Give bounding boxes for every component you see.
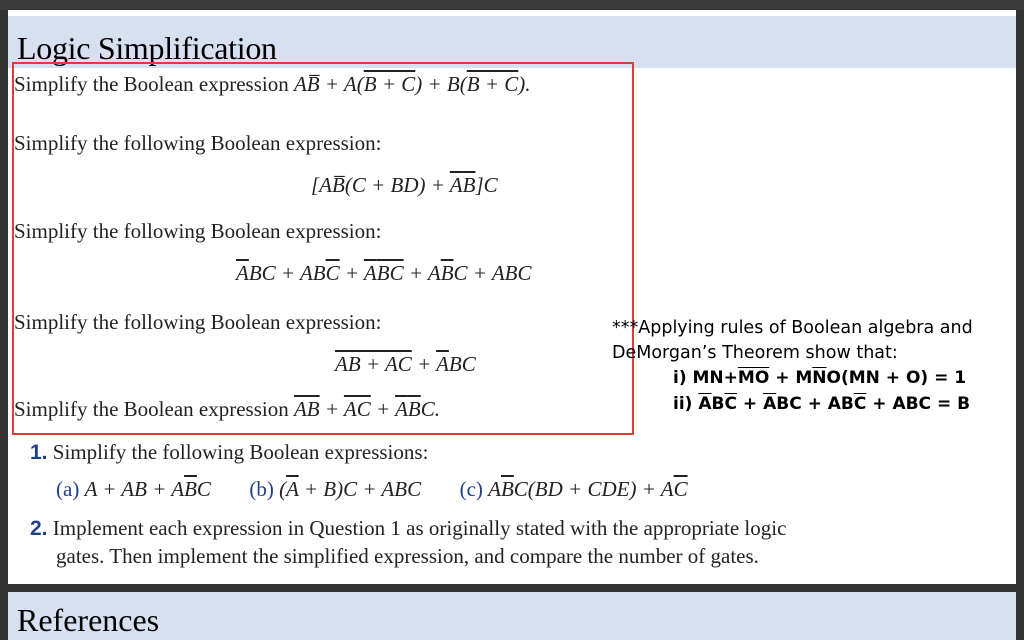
slide-title: Logic Simplification (17, 30, 277, 66)
side-note-item-ii (673, 394, 970, 414)
problem-1-expression: AB̅ + A(B + C) + B(B + C). (293, 72, 531, 96)
problem-3-expression: $\overline{A}BC + AB\overline{C} + \overline{A}\overline{B}\overline{C} + A\overline{B}C$ + ABC (236, 261, 532, 285)
problem-5-expression: $\overline{AB} + \overline{AC} + \overline{A}\overline{B}C$. (293, 397, 440, 421)
slide-separator (0, 584, 1024, 592)
item-ii-label: ii) (673, 394, 699, 414)
part-c-expression: $A\overline{B}C(BD + CDE) + A\overline{C}$ (488, 477, 688, 501)
item-i-label: i) (673, 368, 693, 388)
question-2-line-1 (30, 516, 786, 541)
problem-2-expression: [AB̅(C + $BD) + \overline{A}\overline{B}]C$ (311, 173, 498, 197)
part-c-label: (c) (459, 477, 483, 501)
problem-3-text: Simplify the following Boolean expression: (14, 219, 382, 243)
item-i-expression: $MN+\overline{MO} + M\overline{N}O(MN + O) = 1$ (692, 368, 967, 388)
side-note-item-i (673, 368, 966, 388)
problem-1 (14, 72, 531, 97)
side-note-intro-2: DeMorgan’s Theorem show that: (612, 343, 898, 363)
window-frame-top (0, 0, 1024, 10)
references-title: References (17, 602, 160, 638)
title-bar (8, 16, 1016, 68)
problem-2-text: Simplify the following Boolean expression: (14, 131, 382, 155)
question-1-parts (56, 477, 688, 502)
question-2-line-2: gates. Then implement the simplified expression, and compare the number of gates. (56, 544, 759, 568)
item-ii-expression: $\overline{A}B\overline{C} + \overline{A}BC + AB\overline{C}$ + ABC = B (698, 394, 971, 414)
side-note-intro-1: ***Applying rules of Boolean algebra and (612, 318, 973, 338)
question-1 (30, 440, 428, 465)
highlight-box (12, 62, 634, 435)
part-a-label: (a) (56, 477, 80, 501)
question-2-number: 2. (30, 517, 48, 540)
part-b-label: (b) (249, 477, 274, 501)
problem-5 (14, 397, 440, 422)
part-b-expression: $(\overline{A} + B)C$ + ABC (279, 477, 422, 501)
problem-4-text: Simplify the following Boolean expression: (14, 310, 382, 334)
problem-5-text: Simplify the Boolean expression (14, 397, 294, 421)
slide (8, 10, 1016, 584)
problem-4-expression: AB + AC + $\overline{A}BC$ (335, 352, 476, 376)
question-2-text-1: Implement each expression in Question 1 as originally stated with the appropriate logic (52, 516, 787, 540)
references-bar (8, 592, 1016, 640)
question-1-number: 1. (30, 441, 48, 464)
question-1-text: Simplify the following Boolean expressions: (52, 440, 429, 464)
problem-1-text: Simplify the Boolean expression (14, 72, 294, 96)
part-a-expression: A + AB + $A\overline{B}C$ (84, 477, 211, 501)
